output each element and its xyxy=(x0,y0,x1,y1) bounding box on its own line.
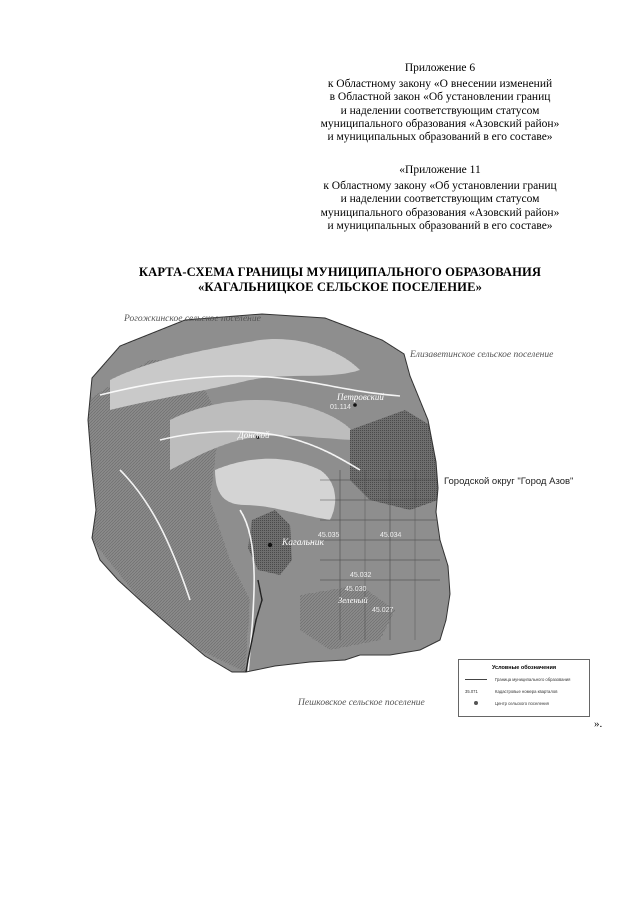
appendix-11-heading: «Приложение 11 xyxy=(399,164,481,176)
settlement-petrovsky: Петровский xyxy=(337,392,384,402)
settlement-donskoy: Донской xyxy=(238,430,270,440)
appendix-11-line: муниципального образования «Азовский район» xyxy=(320,206,560,219)
closing-quote: ». xyxy=(594,718,603,730)
settlement-zeleny: Зеленый xyxy=(338,595,368,605)
appendix-11-line: к Областному закону «Об установлении границ xyxy=(323,180,557,193)
legend-item-codes: 35.071 Кадастровые номера кварталов xyxy=(465,689,558,694)
map-legend xyxy=(458,659,590,717)
legend-item-center: Центр сельского поселения xyxy=(465,701,549,706)
neighbor-east-label: Городской округ "Город Азов" xyxy=(444,476,574,487)
appendix-6-heading: Приложение 6 xyxy=(404,62,476,74)
appendix-11-line: и наделении соответствующим статусом xyxy=(340,193,540,206)
title-line-2: «КАГАЛЬНИЦКОЕ СЕЛЬСКОЕ ПОСЕЛЕНИЕ» xyxy=(198,280,482,294)
cadastral-code: 45.030 xyxy=(345,586,367,593)
appendix-6-line: муниципального образования «Азовский район» xyxy=(320,117,560,130)
cadastral-code: 45.035 xyxy=(318,532,340,539)
settlement-kagalnik: Кагальник xyxy=(282,538,324,548)
neighbor-south-label: Пешковское сельское поселение xyxy=(298,698,425,708)
cadastral-code: 01.114 xyxy=(330,404,351,411)
cadastral-code: 45.027 xyxy=(372,607,394,614)
neighbor-northeast-label: Елизаветинское сельское поселение xyxy=(410,350,554,360)
code-sample-icon: 35.071 xyxy=(465,689,478,694)
legend-item-boundary: Граница муниципального образования xyxy=(465,677,570,682)
cadastral-code: 45.034 xyxy=(380,532,402,539)
settlement-center-icon xyxy=(465,701,487,706)
appendix-6-line: к Областному закону «О внесении изменений xyxy=(327,78,553,91)
appendix-11-line: и муниципальных образований в его составе» xyxy=(327,219,553,232)
cadastral-code: 45.032 xyxy=(350,572,372,579)
legend-title: Условные обозначения xyxy=(491,665,557,671)
appendix-6-line: и наделении соответствующим статусом xyxy=(340,104,540,117)
neighbor-north-label: Рогожкинское сельское поселение xyxy=(124,314,261,324)
title-line-1: КАРТА-СХЕМА ГРАНИЦЫ МУНИЦИПАЛЬНОГО ОБРАЗОВАНИЯ xyxy=(138,265,542,279)
boundary-line-icon xyxy=(465,679,487,680)
appendix-6-line: и муниципальных образований в его составе» xyxy=(327,131,553,144)
appendix-6-line: в Областной закон «Об установлении границ xyxy=(329,91,551,104)
